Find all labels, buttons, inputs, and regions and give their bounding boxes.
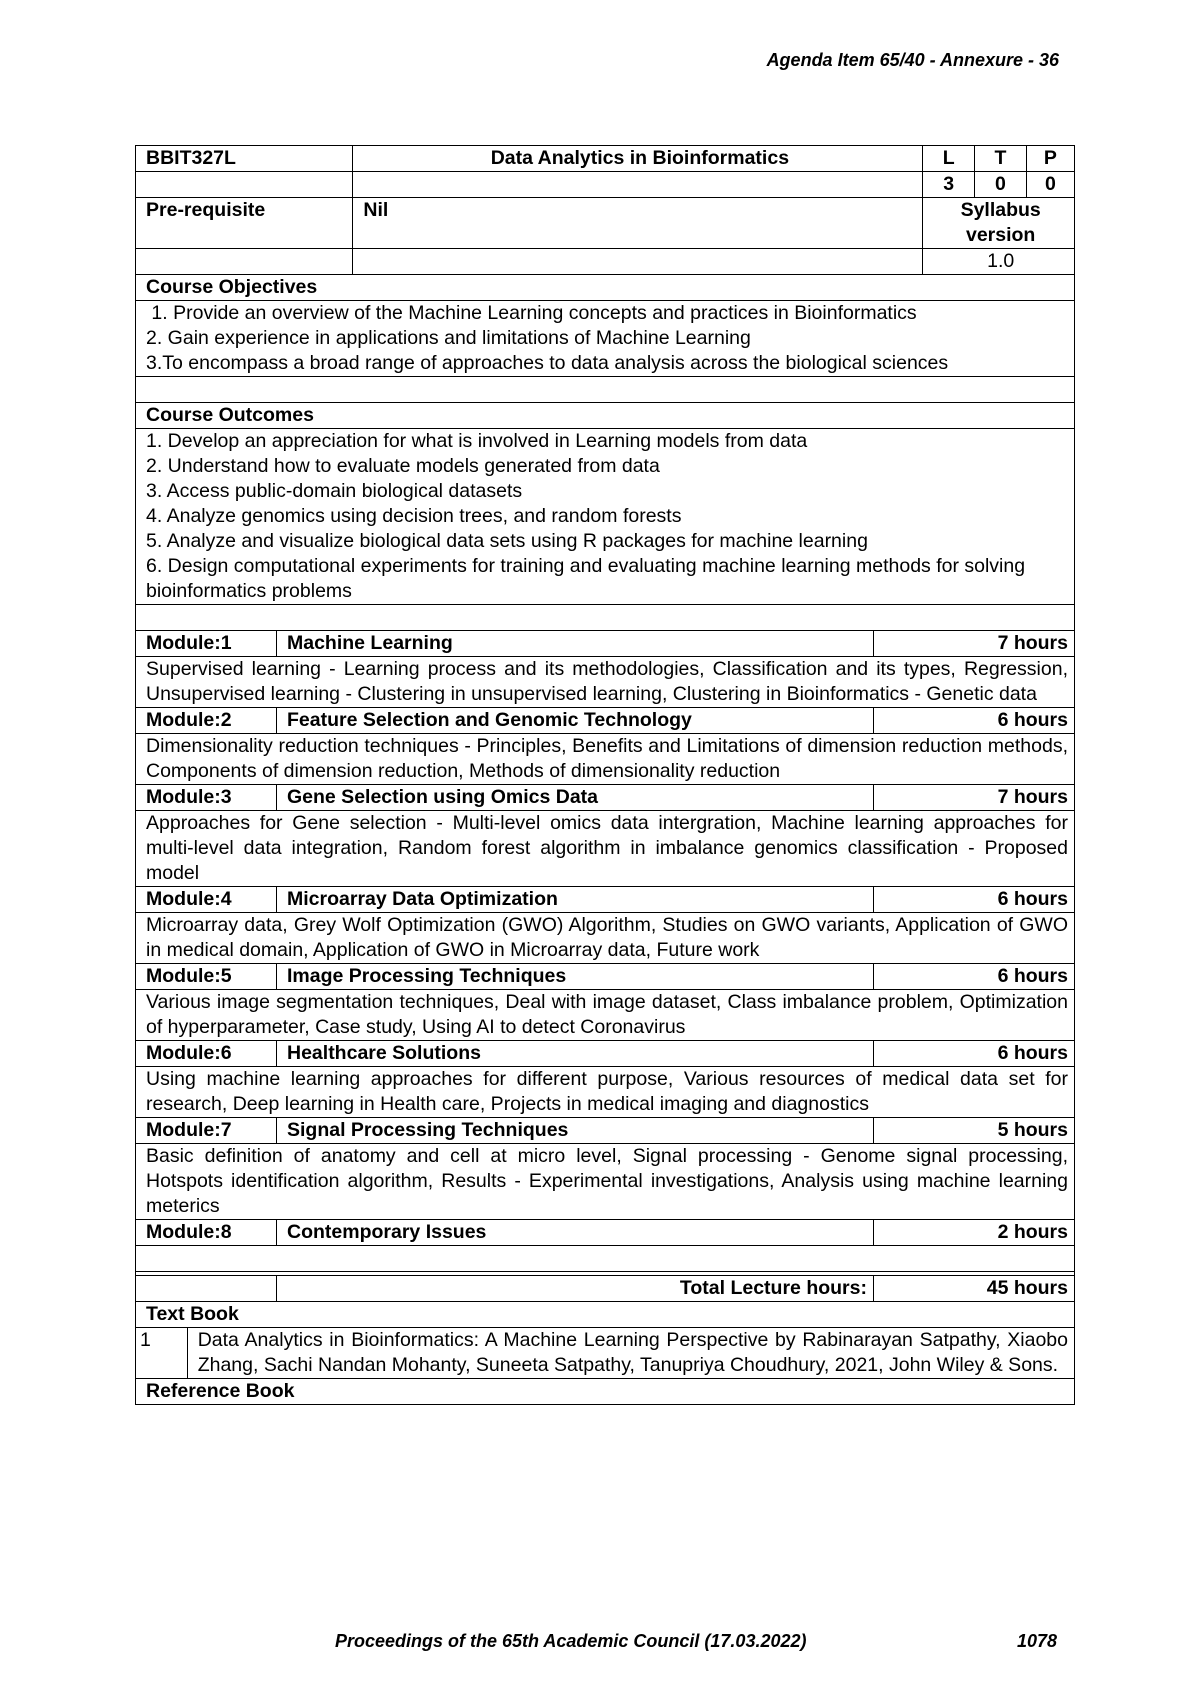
empty-cell xyxy=(353,249,923,275)
ltpc-label-t: T xyxy=(975,146,1027,172)
module-title: Microarray Data Optimization xyxy=(277,887,874,913)
outcome-item: 5. Analyze and visualize biological data sets using R packages for machine learning xyxy=(146,530,868,552)
module-hours: 7 hours xyxy=(873,631,1074,657)
empty-cell xyxy=(136,249,353,275)
objectives-header-row xyxy=(136,275,1075,301)
agenda-item-header: Agenda Item 65/40 - Annexure - 36 xyxy=(766,50,1059,70)
outcomes-title: Course Outcomes xyxy=(136,403,1075,429)
module-header-row xyxy=(136,1041,1075,1067)
module-content-row xyxy=(136,1144,1075,1220)
outcomes-content-row xyxy=(136,429,1075,605)
objective-item: 3.To encompass a broad range of approaches to data analysis across the biological sciences xyxy=(146,352,949,374)
spacer-row xyxy=(136,605,1075,631)
module-label: Module:3 xyxy=(136,785,277,811)
reference-header-row xyxy=(136,1379,1075,1405)
empty-cell xyxy=(136,1276,277,1302)
module-label: Module:1 xyxy=(136,631,277,657)
spacer-row xyxy=(136,377,1075,403)
module-header-row xyxy=(136,708,1075,734)
empty-cell xyxy=(136,1246,1075,1272)
outcome-item: 6. Design computational experiments for training and evaluating machine learning methods for solving bioinformatics problems xyxy=(146,555,1026,602)
proceedings-footer: Proceedings of the 65th Academic Council (17.03.2022) xyxy=(335,1631,807,1651)
module-header-row xyxy=(136,1220,1075,1246)
outcome-item: 2. Understand how to evaluate models generated from data xyxy=(146,455,660,477)
module-hours: 7 hours xyxy=(873,785,1074,811)
ltpc-value-p: 0 xyxy=(1026,172,1074,198)
module-hours: 6 hours xyxy=(873,1041,1074,1067)
prerequisite-row xyxy=(136,198,1075,249)
ltpc-label-p: P xyxy=(1026,146,1074,172)
syllabus-version-value: 1.0 xyxy=(923,249,1075,275)
module-hours: 6 hours xyxy=(873,964,1074,990)
prerequisite-value: Nil xyxy=(353,198,923,249)
module-header-row xyxy=(136,1118,1075,1144)
course-code: BBIT327L xyxy=(136,146,353,172)
empty-cell xyxy=(136,605,1075,631)
module-content: Supervised learning - Learning process and its methodologies, Classification and its types, Regression, Unsupervised learning - Clustering in unsupervised learning, Clustering in Bioinformatics - Genetic data xyxy=(136,657,1075,708)
spacer-row xyxy=(136,1246,1075,1272)
objective-item: 1. Provide an overview of the Machine Learning concepts and practices in Bioinformatics xyxy=(146,302,917,324)
course-ltpc-row xyxy=(136,172,1075,198)
module-title: Feature Selection and Genomic Technology xyxy=(277,708,874,734)
total-hours-label: Total Lecture hours: xyxy=(277,1276,874,1302)
ltpc-value-t: 0 xyxy=(975,172,1027,198)
empty-cell xyxy=(353,172,923,198)
module-label: Module:8 xyxy=(136,1220,277,1246)
textbook-item-row xyxy=(136,1328,1075,1379)
module-content-row xyxy=(136,811,1075,887)
module-label: Module:5 xyxy=(136,964,277,990)
course-syllabus-table xyxy=(135,145,1075,1405)
module-hours: 6 hours xyxy=(873,708,1074,734)
objectives-content-row xyxy=(136,301,1075,377)
module-header-row xyxy=(136,887,1075,913)
course-title-row xyxy=(136,146,1075,172)
prerequisite-label: Pre-requisite xyxy=(136,198,353,249)
module-content-row xyxy=(136,734,1075,785)
module-header-row xyxy=(136,785,1075,811)
module-content: Basic definition of anatomy and cell at micro level, Signal processing - Genome signal processing, Hotspots identification algorithm, Results - Experimental investigations, Analysis using machine learning meterics xyxy=(136,1144,1075,1220)
module-hours: 6 hours xyxy=(873,887,1074,913)
total-hours-row xyxy=(136,1276,1075,1302)
module-title: Machine Learning xyxy=(277,631,874,657)
module-label: Module:2 xyxy=(136,708,277,734)
module-title: Healthcare Solutions xyxy=(277,1041,874,1067)
textbook-item-text: Data Analytics in Bioinformatics: A Machine Learning Perspective by Rabinarayan Satpathy, Xiaobo Zhang, Sachi Nandan Mohanty, Suneeta Satpathy, Tanupriya Choudhury, 2021, John Wiley & Sons. xyxy=(187,1328,1074,1379)
module-title: Gene Selection using Omics Data xyxy=(277,785,874,811)
textbook-title: Text Book xyxy=(136,1302,1075,1328)
objective-item: 2. Gain experience in applications and limitations of Machine Learning xyxy=(146,327,751,349)
textbook-item-number: 1 xyxy=(136,1328,188,1379)
textbook-header-row xyxy=(136,1302,1075,1328)
reference-title: Reference Book xyxy=(136,1379,1075,1405)
module-content: Approaches for Gene selection - Multi-level omics data intergration, Machine learning approaches for multi-level data integration, Random forest algorithm in imbalance genomics classification - Proposed model xyxy=(136,811,1075,887)
module-hours: 2 hours xyxy=(873,1220,1074,1246)
outcomes-list xyxy=(136,429,1075,605)
module-content-row xyxy=(136,913,1075,964)
module-content-row xyxy=(136,1067,1075,1118)
module-content: Microarray data, Grey Wolf Optimization (GWO) Algorithm, Studies on GWO variants, Application of GWO in medical domain, Application of GWO in Microarray data, Future work xyxy=(136,913,1075,964)
outcome-item: 1. Develop an appreciation for what is involved in Learning models from data xyxy=(146,430,808,452)
module-title: Contemporary Issues xyxy=(277,1220,874,1246)
total-hours-value: 45 hours xyxy=(873,1276,1074,1302)
objectives-list xyxy=(136,301,1075,377)
outcome-item: 4. Analyze genomics using decision trees, and random forests xyxy=(146,505,682,527)
syllabus-version-row xyxy=(136,249,1075,275)
module-content: Using machine learning approaches for different purpose, Various resources of medical data set for research, Deep learning in Health care, Projects in medical imaging and diagnostics xyxy=(136,1067,1075,1118)
ltpc-label-l: L xyxy=(923,146,975,172)
module-content: Dimensionality reduction techniques - Principles, Benefits and Limitations of dimension reduction methods, Components of dimension reduction, Methods of dimensionality reduction xyxy=(136,734,1075,785)
outcome-item: 3. Access public-domain biological datasets xyxy=(146,480,523,502)
module-title: Signal Processing Techniques xyxy=(277,1118,874,1144)
ltpc-value-l: 3 xyxy=(923,172,975,198)
module-content: Various image segmentation techniques, Deal with image dataset, Class imbalance problem, Optimization of hyperparameter, Case study, Using AI to detect Coronavirus xyxy=(136,990,1075,1041)
empty-cell xyxy=(136,172,353,198)
outcomes-header-row xyxy=(136,403,1075,429)
module-header-row xyxy=(136,631,1075,657)
module-hours: 5 hours xyxy=(873,1118,1074,1144)
module-content-row xyxy=(136,657,1075,708)
module-label: Module:6 xyxy=(136,1041,277,1067)
module-content-row xyxy=(136,990,1075,1041)
course-title: Data Analytics in Bioinformatics xyxy=(353,146,923,172)
syllabus-version-label: Syllabus version xyxy=(923,198,1075,249)
module-label: Module:4 xyxy=(136,887,277,913)
module-header-row xyxy=(136,964,1075,990)
module-title: Image Processing Techniques xyxy=(277,964,874,990)
objectives-title: Course Objectives xyxy=(136,275,1075,301)
empty-cell xyxy=(136,377,1075,403)
module-label: Module:7 xyxy=(136,1118,277,1144)
page-number: 1078 xyxy=(1017,1631,1058,1651)
